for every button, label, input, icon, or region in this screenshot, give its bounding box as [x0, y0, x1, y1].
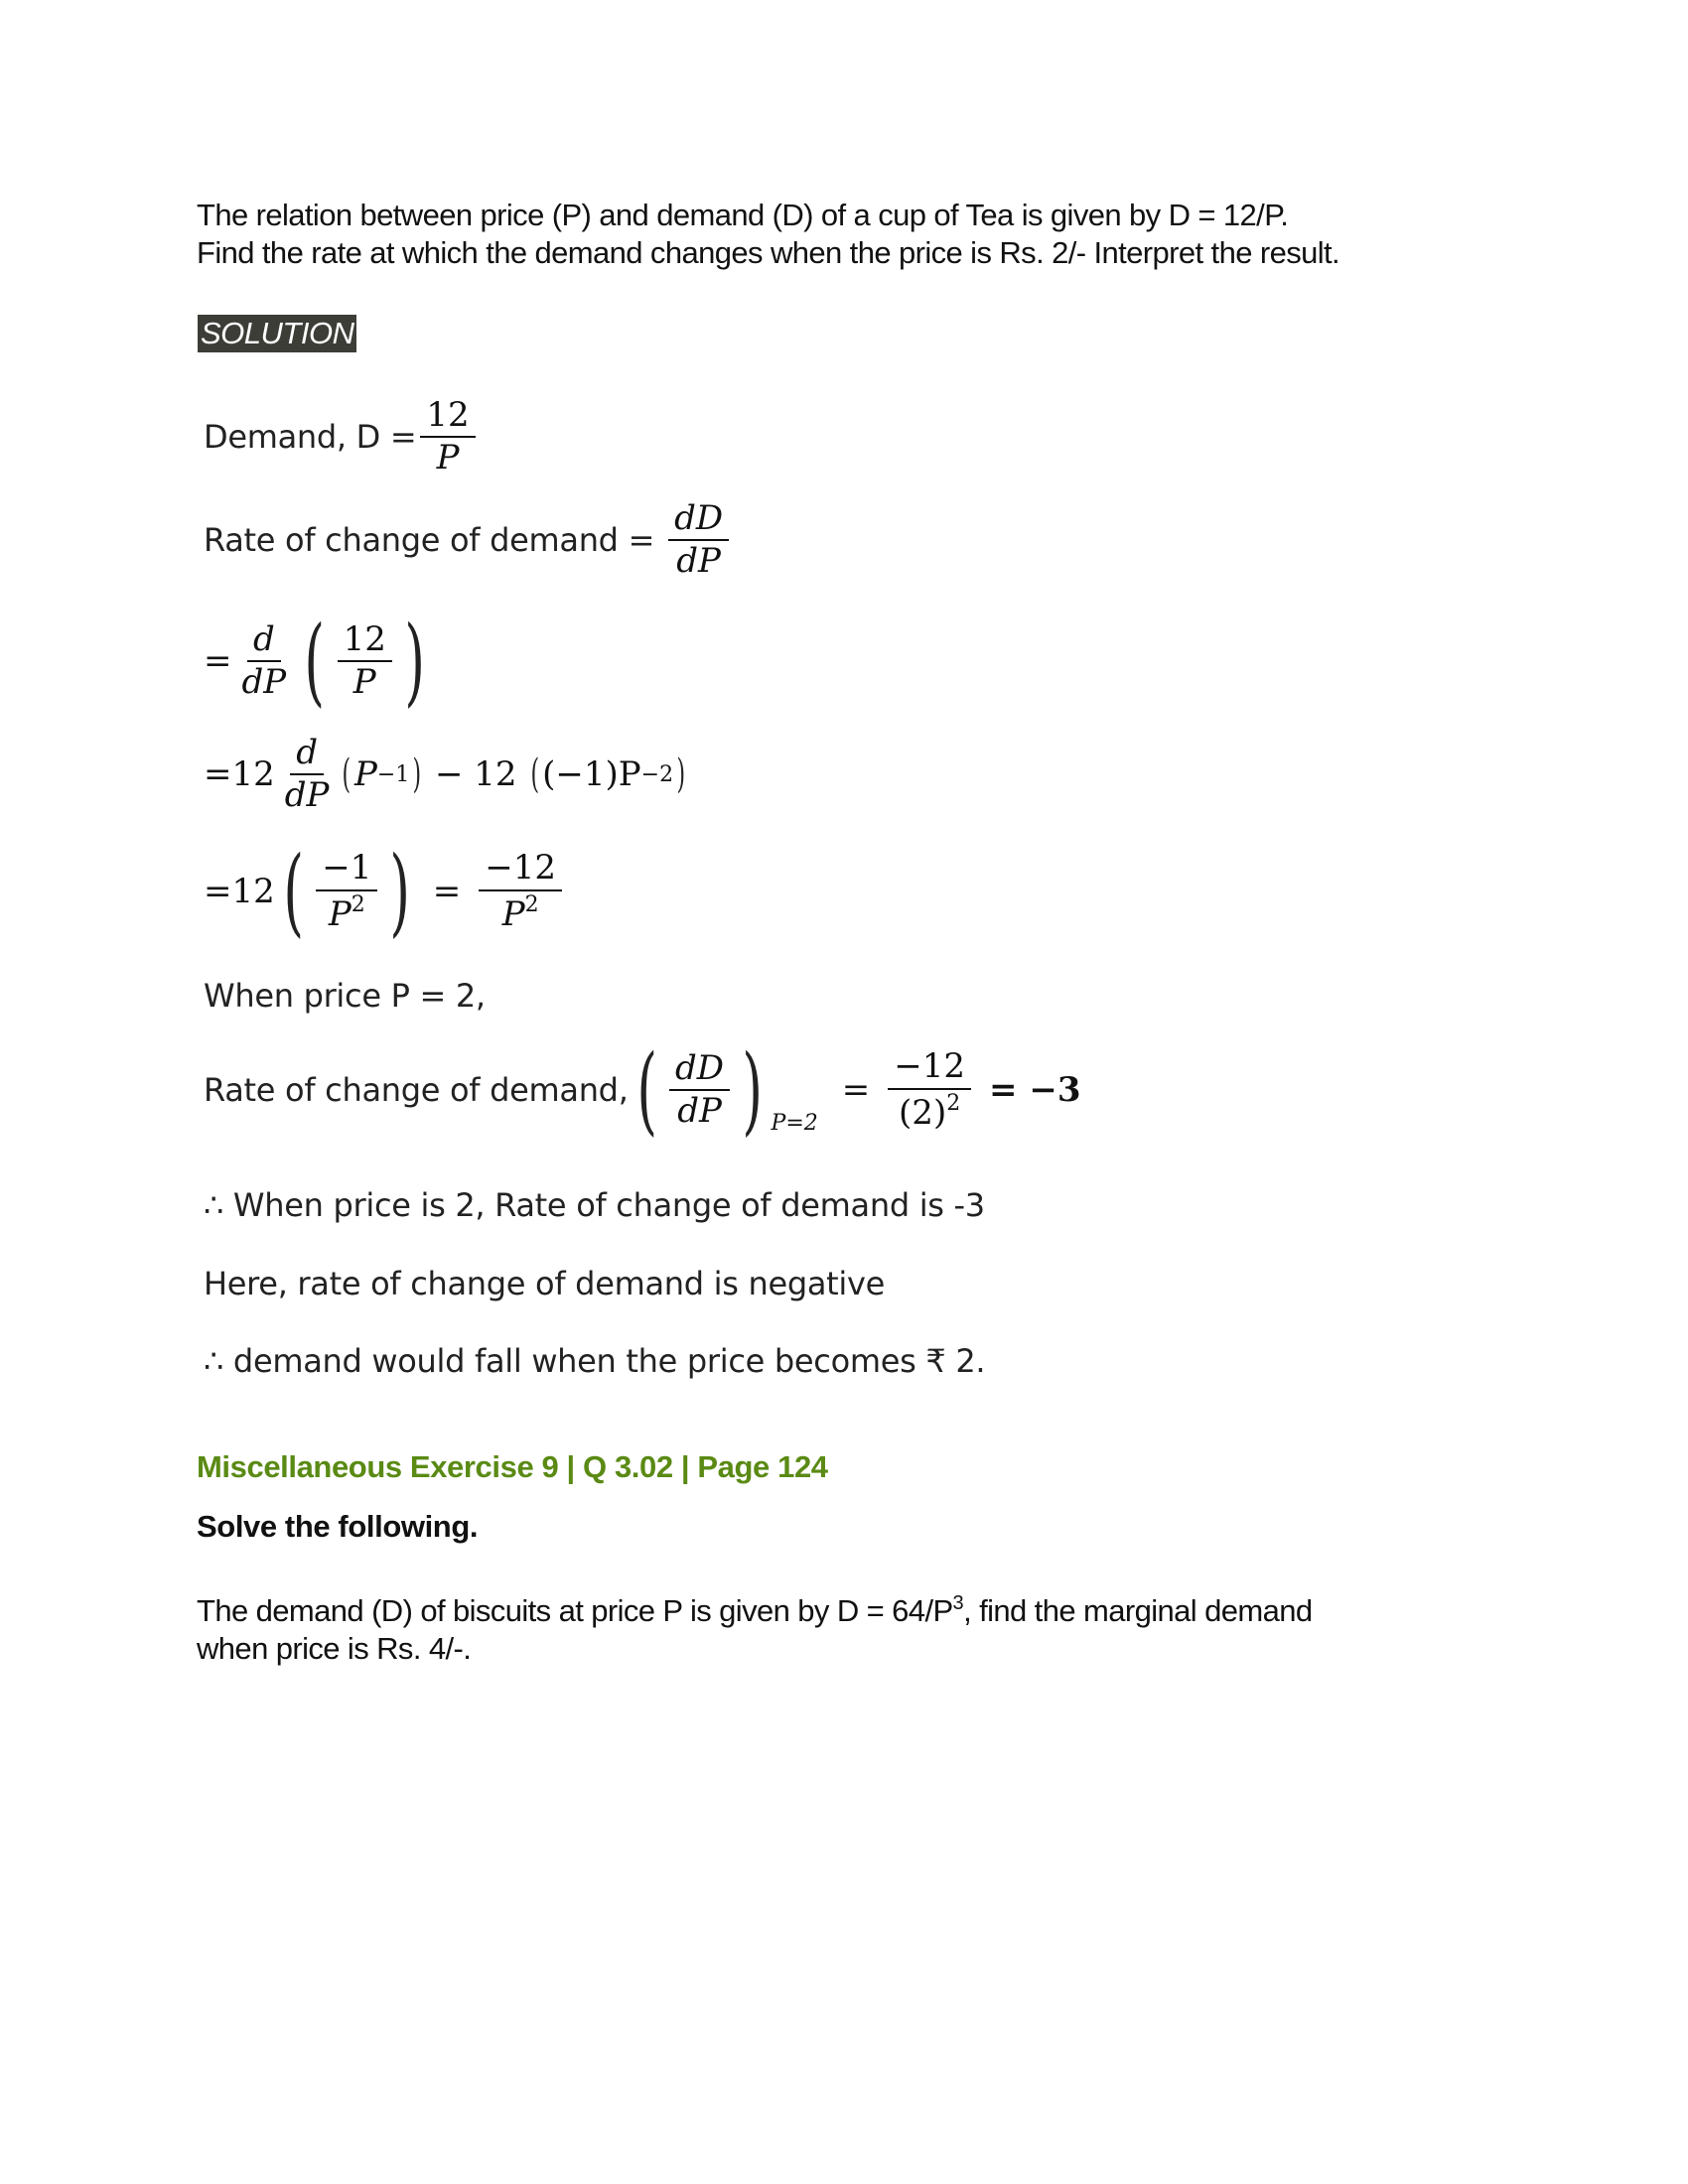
fraction: $\frac{12}{P}$: [420, 397, 475, 478]
exercise-heading[interactable]: Miscellaneous Exercise 9 | Q 3.02 | Page 124: [197, 1449, 828, 1484]
fraction: $\frac{d}{dP}$: [284, 733, 330, 816]
demand-label: Demand, D =: [204, 418, 417, 457]
conclusion-2: Here, rate of change of demand is negative: [204, 1265, 886, 1302]
fraction: $\frac{-1}{P^2}$: [316, 850, 377, 933]
next-question-line-1: The demand (D) of biscuits at price P is given by $D = 64/P^3$, find the marginal demand: [197, 1592, 1313, 1628]
fraction: $\frac{-12}{P^2}$: [479, 850, 562, 933]
right-paren: ): [404, 606, 425, 717]
next-question-line-2: when price is Rs. 4/-.: [197, 1631, 472, 1666]
evaluation-equation: Rate of change of demand, ( $\frac{dD}{dP}$ ) P=2 = $\frac{-12}{(2)^2}$ = −3: [204, 1034, 1081, 1146]
left-paren: (: [304, 606, 326, 717]
rate-label: Rate of change of demand =: [204, 521, 655, 560]
next-question-text: [197, 1584, 1313, 1668]
question-line-1: The relation between price (P) and demand (D) of a cup of Tea is given by D = 12/P.: [197, 198, 1289, 232]
demand-equation: [204, 397, 480, 478]
fraction: $\frac{dD}{dP}$: [669, 1050, 730, 1131]
conclusion-1: ∴ When price is 2, Rate of change of demand is -3: [204, 1186, 985, 1224]
rate-definition: [204, 500, 733, 581]
step-3: =12 ( $\frac{-1}{P^2}$ ) = $\frac{-12}{P^2}$: [204, 844, 566, 939]
instruction-text: Solve the following.: [197, 1509, 479, 1544]
step-1: = $\frac{d}{dP}$ ( $\frac{12}{P}$ ): [204, 606, 425, 717]
when-price-text: When price P = 2,: [204, 977, 486, 1015]
conclusion-3: ∴ demand would fall when the price becomes ₹ 2.: [204, 1342, 986, 1380]
fraction: $\frac{12}{P}$: [338, 621, 392, 702]
question-line-2: Find the rate at which the demand changes when the price is Rs. 2/- Interpret the result.: [197, 235, 1340, 270]
solution-label: SOLUTION: [198, 315, 356, 352]
fraction: $\frac{d}{dP}$: [241, 618, 287, 702]
question-text: [197, 197, 1339, 272]
step-2: =12 $\frac{d}{dP}$ ( P −1 ) − 12 ( (−1)P −2 ): [204, 733, 686, 816]
fraction: $\frac{dD}{dP}$: [668, 500, 729, 581]
fraction: $\frac{-12}{(2)^2}$: [888, 1048, 971, 1132]
